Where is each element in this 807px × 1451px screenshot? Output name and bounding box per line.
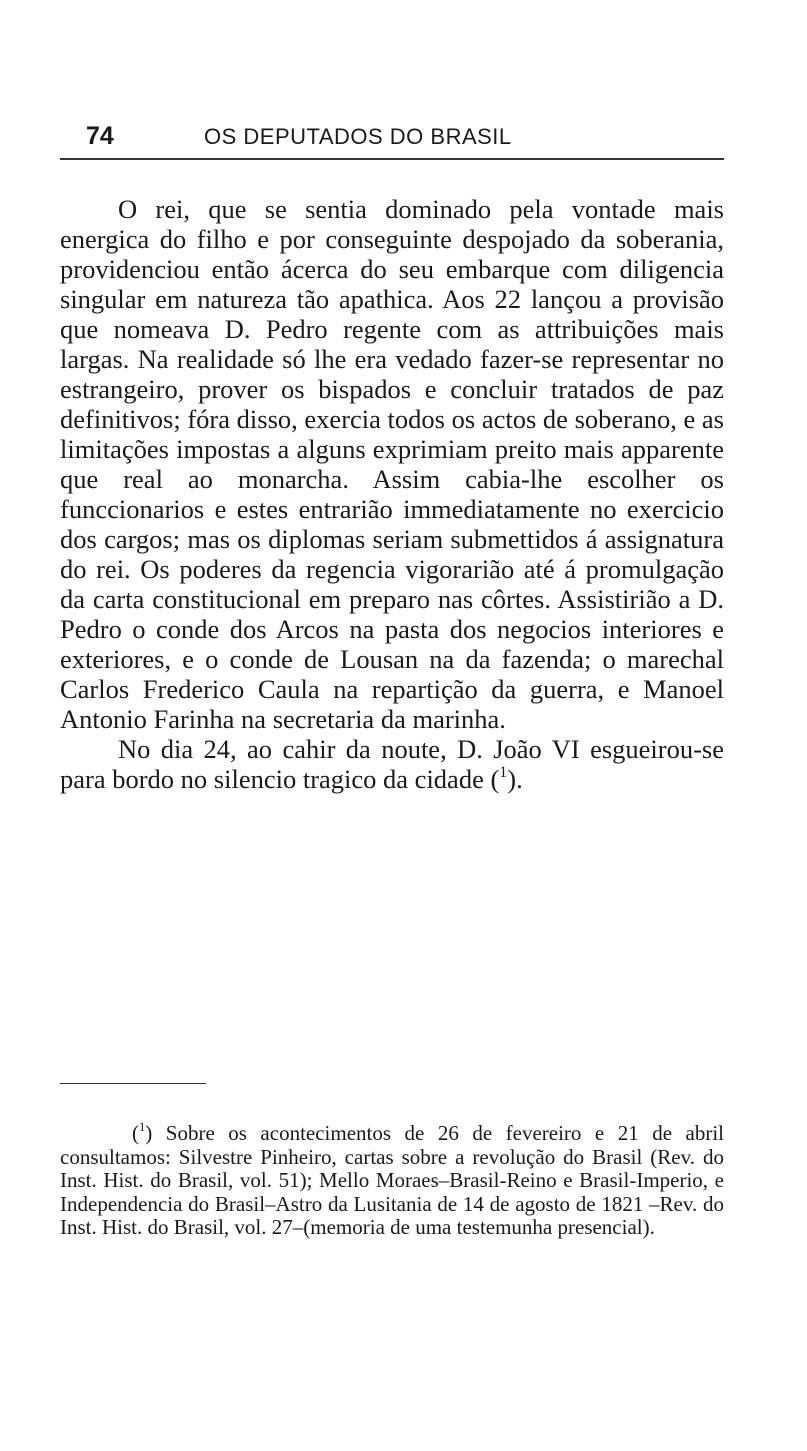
- footnote-marker: 1: [139, 1120, 146, 1135]
- paragraph-2: [60, 734, 724, 794]
- paragraph-2-end: ).: [507, 764, 523, 794]
- body-text: [60, 194, 724, 794]
- footnote-text-block: [60, 1122, 724, 1240]
- paragraph-2-text: No dia 24, ao cahir da noute, D. João VI esgueirou-se para bordo no silencio tragico da cidade (: [60, 734, 724, 794]
- footnote-marker-open: (: [132, 1121, 139, 1145]
- footnote-reference: 1: [499, 763, 508, 781]
- header-rule: [60, 158, 724, 160]
- footnote: [60, 1122, 724, 1240]
- running-title: OS DEPUTADOS DO BRASIL: [204, 124, 512, 149]
- footnote-text: Sobre os acontecimentos de 26 de fevereiro e 21 de abril consultamos: Silvestre Pinheiro, cartas sobre a revolução do Brasil (Rev. do Inst. Hist. do Brasil, vol. 51); Mello Moraes–Brasil-Reino e Brasil-Imperio, e Independencia do Brasil–Astro da Lusitania de 14 de agosto de 1821 –Rev. do Inst. Hist. do Brasil, vol. 27–(memoria de uma testemunha presencial).: [60, 1121, 724, 1239]
- page-header: [86, 122, 726, 156]
- paragraph-1: O rei, que se sentia dominado pela vontade mais energica do filho e por conseguinte despojado da soberania, providenciou então ácerca do seu embarque com diligencia singular em natureza tão apathica. Aos 22 lançou a provisão que nomeava D. Pedro regente com as attribuições mais largas. Na realidade só lhe era vedado fazer-se representar no estrangeiro, prover os bispados e concluir tratados de paz definitivos; fóra disso, exercia todos os actos de soberano, e as limitações impostas a alguns exprimiam preito mais apparente que real ao monarcha. Assim cabia-lhe escolher os funccionarios e estes entrarião immediatamente no exercicio dos cargos; mas os diplomas seriam submettidos á assignatura do rei. Os poderes da regencia vigorarião até á promulgação da carta constitucional em preparo nas côrtes. Assistirião a D. Pedro o conde dos Arcos na pasta dos negocios interiores e exteriores, e o conde de Lousan na da fazenda; o marechal Carlos Frederico Caula na repartição da guerra, e Manoel Antonio Farinha na secretaria da marinha.: [60, 194, 724, 734]
- footnote-marker-close: ): [145, 1121, 153, 1145]
- footnote-rule: [60, 1083, 206, 1084]
- page-number: 74: [86, 122, 114, 150]
